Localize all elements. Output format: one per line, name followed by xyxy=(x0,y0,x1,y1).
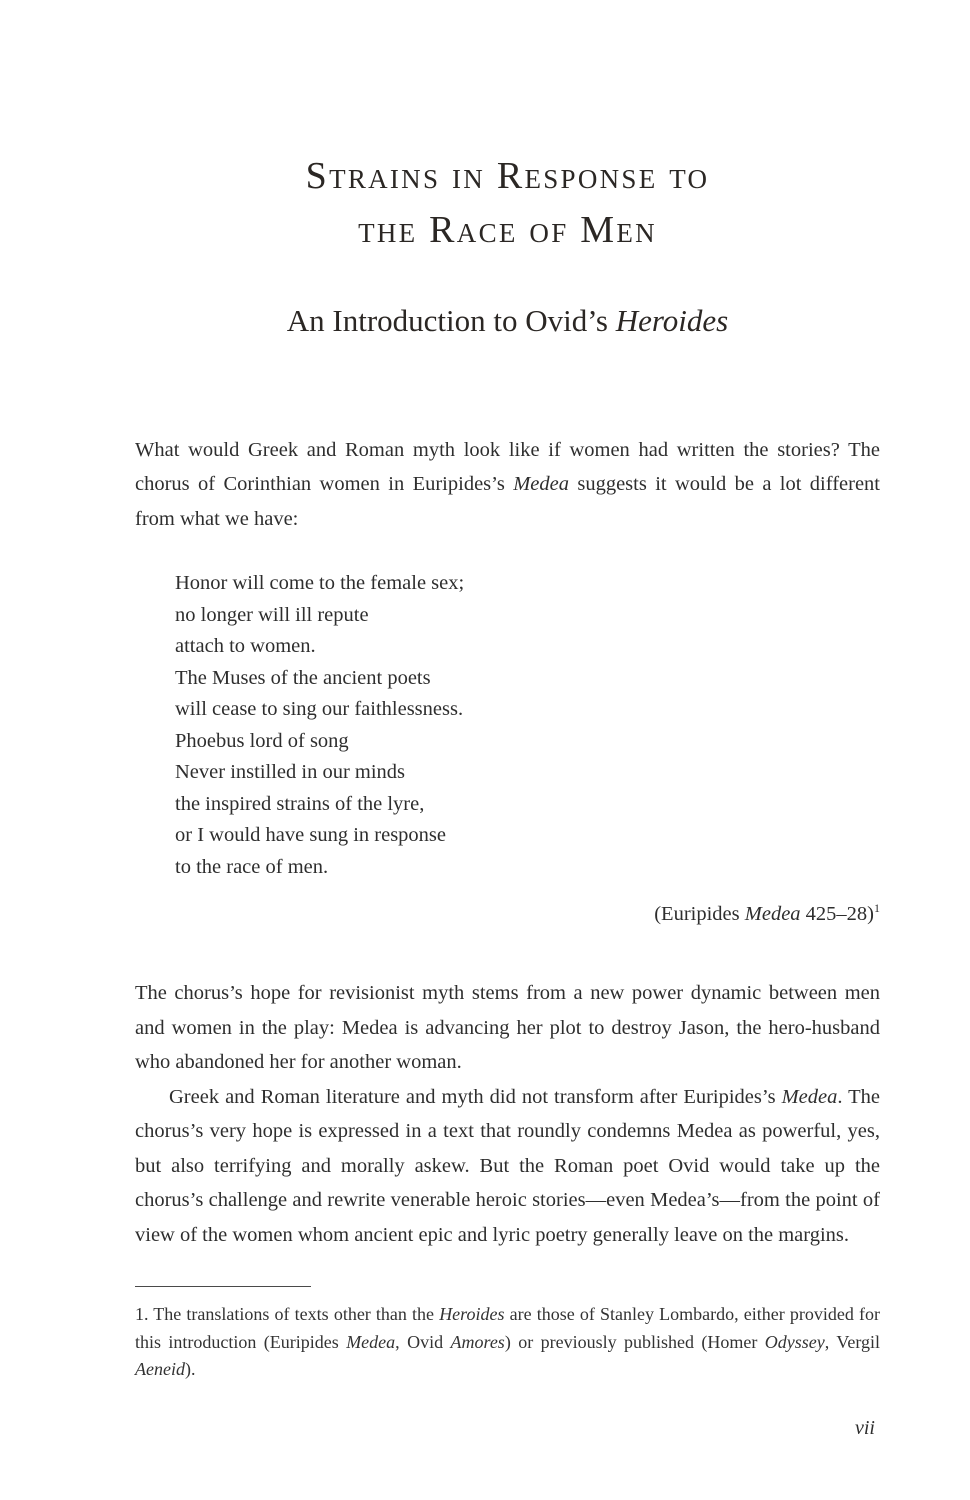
footnote-separator-rule xyxy=(135,1286,311,1287)
footnote-1 xyxy=(135,1301,880,1384)
poem-line: or I would have sung in response xyxy=(175,824,447,847)
chapter-subtitle xyxy=(135,302,880,341)
para3-run-2: . The chorus’s very hope is expressed in a text that roundly condemns Medea as powerful, yes, but also terrifying and morally askew. But the Roman poet Ovid would take up the chorus’s challenge and rewrite venerable heroic stories—even Medea’s—from the point of view of the women whom ancient epic and lyric poetry generally leave on the margins. xyxy=(135,1085,880,1246)
footnote-run: are those of Stanley Lombardo, either provided for this introduction (Euripides xyxy=(135,1304,880,1352)
poem-line: no longer will ill repute xyxy=(175,603,369,626)
poem-line: will cease to sing our faithlessness. xyxy=(175,698,464,721)
footnote-reference: 1 xyxy=(874,901,880,916)
footnote-run: ) or previously published (Homer xyxy=(504,1331,765,1352)
footnote-run: , Ovid xyxy=(395,1331,451,1352)
footnote-run: , Vergil xyxy=(824,1331,881,1352)
footnote-work-title: Amores xyxy=(450,1331,505,1352)
poem-line: attach to women. xyxy=(175,635,316,658)
footnote-run: ). xyxy=(184,1359,196,1380)
footnote-run: 1. The translations of texts other than the xyxy=(135,1304,440,1325)
attribution-work-title: Medea xyxy=(744,903,801,926)
page-footer xyxy=(135,1286,881,1439)
poem-line: to the race of men. xyxy=(175,855,329,878)
chapter-title-line1: Strains in Response to xyxy=(305,155,710,197)
poem-line: Phoebus lord of song xyxy=(175,729,349,752)
chapter-title-line2: the Race of Men xyxy=(358,208,657,251)
intro-paragraph xyxy=(135,433,880,537)
para3-work-title: Medea xyxy=(781,1085,838,1108)
block-quote-poem xyxy=(175,568,880,883)
poem-line: Never instilled in our minds xyxy=(175,761,406,784)
paragraph-3 xyxy=(135,1080,880,1253)
quote-attribution xyxy=(135,899,880,930)
page-body xyxy=(135,433,880,1253)
para3-run-1: Greek and Roman literature and myth did not transform after Euripides’s xyxy=(169,1085,782,1108)
intro-run-2: suggests it would be a lot different from what we have: xyxy=(135,473,881,530)
subtitle-text: An Introduction to Ovid’s xyxy=(286,302,616,338)
poem-line: Honor will come to the female sex; xyxy=(175,572,465,595)
attribution-post: 425–28) xyxy=(800,903,874,926)
subtitle-work-title: Heroides xyxy=(615,302,729,338)
chapter-title xyxy=(135,150,880,258)
intro-work-title: Medea xyxy=(513,473,569,496)
footnote-work-title: Heroides xyxy=(439,1304,505,1325)
poem-line: The Muses of the ancient poets xyxy=(175,666,431,689)
page-number: vii xyxy=(855,1417,875,1439)
footnote-work-title: Odyssey xyxy=(764,1331,825,1352)
chapter-header xyxy=(135,150,880,341)
paragraph-2: The chorus’s hope for revisionist myth stems from a new power dynamic between men and women in the play: Medea is advancing her plot to destroy Jason, the hero-husband who abandoned her for another woman. xyxy=(135,982,880,1074)
attribution-pre: (Euripides xyxy=(654,903,745,926)
intro-run-1: What would Greek and Roman myth look like if women had written the stories? The chorus of Corinthian women in Euripides’s xyxy=(135,438,880,496)
footnote-work-title: Medea xyxy=(346,1331,396,1352)
poem-line: the inspired strains of the lyre, xyxy=(175,792,425,815)
footnote-work-title: Aeneid xyxy=(135,1359,185,1380)
